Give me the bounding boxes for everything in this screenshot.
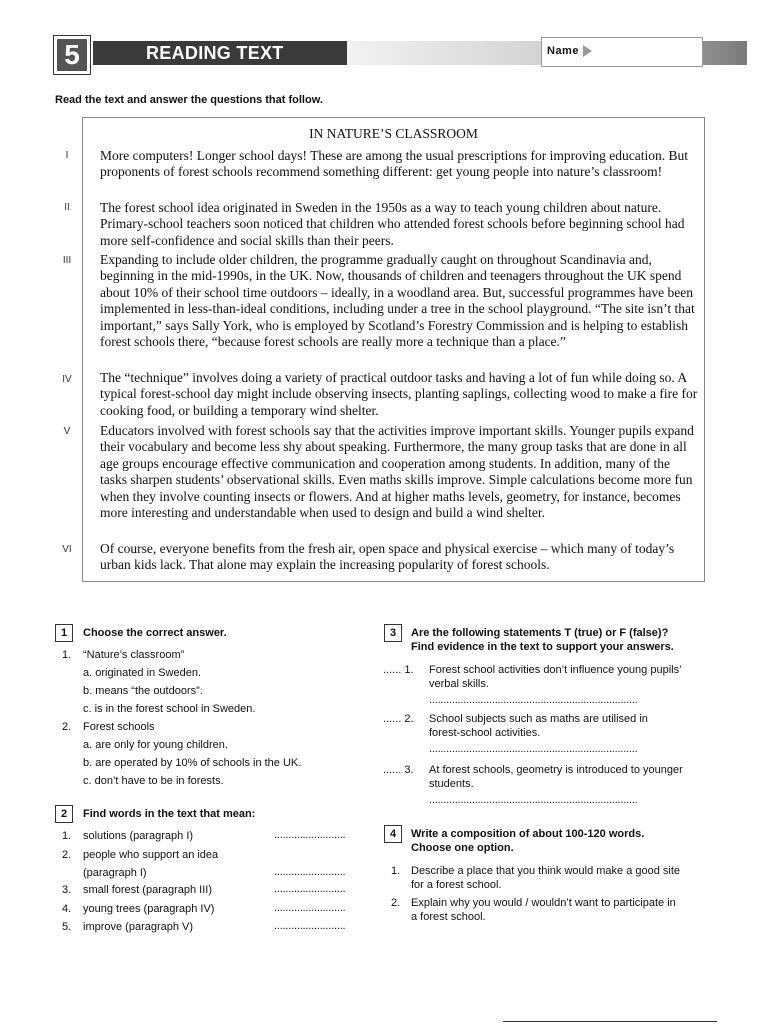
paragraph-5: Educators involved with forest schools say that the activities improve important skills. Younger pupils expand their vocabulary and become less shy about speaking. Furthermore, the many group tasks that are done in all age groups encourage effective communication and cooperation among students. In addition, many of the tasks sharpen students’ observational skills. Even maths skills improve. Simple calculations become more fun when they involve counting insects or flowers. And at higher maths levels, geometry, for instance, becomes more interesting and understandable when used to design and build a wind shelter. [100, 423, 694, 521]
paragraph-number: III [62, 255, 72, 266]
ex1-q1-text: “Nature’s classroom” [83, 649, 185, 661]
exercise-1-heading: Choose the correct answer. [83, 627, 227, 639]
paragraph-number: II [64, 202, 70, 213]
ex1-q1-option-a[interactable]: a. originated in Sweden. [83, 667, 202, 679]
footer-rule [503, 1021, 717, 1022]
evidence-blank[interactable]: ......................................................................... [429, 743, 638, 755]
exercise-2-heading: Find words in the text that mean: [83, 808, 256, 820]
passage-title: IN NATURE’S CLASSROOM [309, 126, 478, 141]
unit-number: 5 [57, 39, 87, 71]
answer-blank[interactable]: ......................... [274, 883, 346, 895]
paragraph-2: The forest school idea originated in Sweden in the 1950s as a way to teach young children about nature. Primary-school teachers soon noticed that children who attended forest schools before beginning school had more self-confidence and social skills than their peers. [100, 200, 685, 248]
ex4-option-line2: a forest school. [411, 911, 486, 923]
exercise-3-number: 3 [384, 624, 402, 642]
paragraph-4: The “technique” involves doing a variety of practical outdoor tasks and having a lot of fun while doing so. A typical forest-school day might include observing insects, planting saplings, collecting wood to make a fire for cooking food, or building a temporary wind shelter. [100, 370, 698, 418]
paragraph-number: I [65, 150, 69, 161]
exercise-2-number: 2 [55, 805, 73, 823]
exercise-4-heading-line2: Choose one option. [411, 842, 514, 854]
ex2-item-text: young trees (paragraph IV) [83, 903, 215, 915]
page-header [0, 0, 768, 80]
answer-blank[interactable]: ......................... [274, 920, 346, 932]
ex1-q2-text: Forest schools [83, 721, 155, 733]
arrow-right-icon [583, 45, 592, 57]
ex3-statement-line2: forest-school activities. [429, 727, 541, 739]
ex1-q1-option-c[interactable]: c. is in the forest school in Sweden. [83, 703, 256, 715]
tf-answer-blank[interactable]: ...... 3. [383, 764, 414, 776]
ex2-item-text: small forest (paragraph III) [83, 884, 212, 896]
paragraph-number: VI [62, 544, 72, 555]
name-label: Name [547, 45, 579, 57]
exercise-3-heading-line1: Are the following statements T (true) or F (false)? [411, 627, 669, 639]
ex4-option-line1: Explain why you would / wouldn’t want to participate in [411, 897, 676, 909]
ex2-item-label: 1. [62, 830, 72, 842]
ex2-item-label: 5. [62, 921, 72, 933]
ex1-q2-option-a[interactable]: a. are only for young children. [83, 739, 228, 751]
ex1-q1-label: 1. [62, 649, 72, 661]
unit-number-box [53, 35, 91, 75]
exercise-1-number: 1 [55, 624, 73, 642]
paragraph-3: Expanding to include older children, the programme gradually caught on throughout Scandinavia and, beginning in the mid-1990s, in the UK. Now, thousands of children and teenagers throughout the UK spend about 10% of their school time outdoors – ideally, in a woodland area. But, successful programmes have been implemented in less-than-ideal conditions, including under a tree in the school playground. “The site isn’t that important,” says Sally York, who is employed by Scotland’s Forestry Commission and is helping to establish forest schools there, “because forest schools are really more a technique than a place.” [100, 252, 695, 350]
ex3-statement-line1: Forest school activities don’t influence young pupils’ [429, 664, 682, 676]
paragraph-1: More computers! Longer school days! These are among the usual prescriptions for improving education. But proponents of forest schools recommend something different: get young people into nature’s classroom! [100, 148, 688, 180]
answer-blank[interactable]: ......................... [274, 866, 346, 878]
reading-passage [82, 117, 705, 582]
ex1-q1-option-b[interactable]: b. means “the outdoors”. [83, 685, 203, 697]
ex4-option-label: 2. [391, 897, 401, 909]
name-field[interactable] [541, 37, 703, 67]
tf-answer-blank[interactable]: ...... 1. [383, 664, 414, 676]
ex2-item-label: 3. [62, 884, 72, 896]
ex3-statement-line1: School subjects such as maths are utilised in [429, 713, 648, 725]
paragraph-6: Of course, everyone benefits from the fresh air, open space and physical exercise – which many of today’s urban kids lack. That alone may explain the increasing popularity of forest schools. [100, 541, 675, 573]
exercise-3-heading-line2: Find evidence in the text to support your answers. [411, 641, 674, 653]
paragraph-number: IV [62, 374, 72, 385]
evidence-blank[interactable]: ......................................................................... [429, 794, 638, 806]
exercise-4-number: 4 [384, 825, 402, 843]
answer-blank[interactable]: ......................... [274, 902, 346, 914]
ex3-statement-line1: At forest schools, geometry is introduced to younger [429, 764, 683, 776]
ex1-q2-label: 2. [62, 721, 72, 733]
ex3-statement-line2: verbal skills. [429, 678, 489, 690]
tf-answer-blank[interactable]: ...... 2. [383, 713, 414, 725]
exercise-4-heading-line1: Write a composition of about 100-120 words. [411, 828, 645, 840]
ex2-item-text: improve (paragraph V) [83, 921, 194, 933]
paragraph-number: V [63, 426, 71, 437]
ex4-option-line2: for a forest school. [411, 879, 502, 891]
answer-blank[interactable]: ......................... [274, 829, 346, 841]
ex2-item-label: 2. [62, 849, 72, 861]
ex2-item-text: solutions (paragraph I) [83, 830, 194, 842]
title-bar [93, 41, 347, 65]
ex1-q2-option-c[interactable]: c. don’t have to be in forests. [83, 775, 224, 787]
ex2-item-label: 4. [62, 903, 72, 915]
ex1-q2-option-b[interactable]: b. are operated by 10% of schools in the UK. [83, 757, 302, 769]
instructions: Read the text and answer the questions that follow. [55, 94, 323, 106]
ex4-option-line1: Describe a place that you think would make a good site [411, 865, 681, 877]
ex4-option-label: 1. [391, 865, 401, 877]
ex3-statement-line2: students. [429, 778, 474, 790]
ex2-item-text: (paragraph I) [83, 867, 147, 879]
evidence-blank[interactable]: ......................................................................... [429, 694, 638, 706]
ex2-item-text: people who support an idea [83, 849, 219, 861]
page-title: READING TEXT [146, 43, 284, 63]
